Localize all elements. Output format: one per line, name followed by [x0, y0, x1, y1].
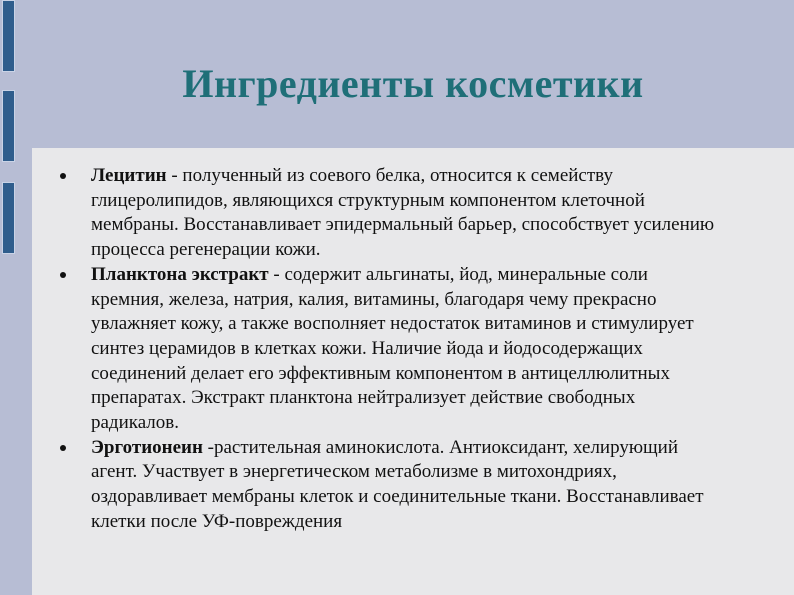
side-tab-1 [2, 0, 15, 72]
side-tab-3 [2, 182, 15, 254]
side-tab-2 [2, 90, 15, 162]
bullet-item-plankton [60, 263, 720, 436]
bullet-term: Планктона экстракт [91, 263, 269, 285]
left-strip [0, 0, 32, 595]
bullet-term: Эрготионеин [91, 436, 203, 458]
bullet-item-lecithin [60, 164, 720, 263]
bullet-list [60, 164, 720, 535]
bullet-dot-icon [60, 173, 66, 179]
slide-title: Ингредиенты косметики [182, 61, 644, 106]
bullet-term: Лецитин [91, 165, 167, 186]
bullet-dot-icon [60, 445, 66, 451]
bullet-dot-icon [60, 272, 66, 278]
bullet-text: -растительная аминокислота. Антиоксидант, хелирующий агент. Участвует в энергетическом метаболизме в митохондриях, оздоравливает мембраны клеток и соединительные ткани. Восстанавливает клетки после УФ-повреждения [91, 436, 704, 532]
bullet-text: - содержит альгинаты, йод, минеральные соли кремния, железа, натрия, калия, витамины, благодаря чему прекрасно увлажняет кожу, а также восполняет недостаток витаминов и стимулирует синтез церамидов в клетках кожи. Наличие йода и йодосодержащих соединений делает его эффективным компонентом в антицеллюлитных препаратах. Экстракт планктона нейтрализует действие свободных радикалов. [91, 263, 694, 434]
bullet-text: - полученный из соевого белка, относится к семейству глицеролипидов, являющихся структурным компонентом клеточной мембраны. Восстанавливает эпидермальный барьер, способствует усилению процесса регенерации кожи. [91, 165, 715, 261]
bullet-item-ergothioneine [60, 436, 720, 535]
